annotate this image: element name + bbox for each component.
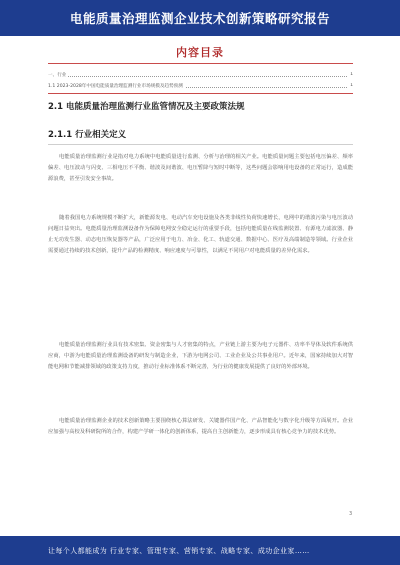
toc-entry-1[interactable] — [48, 72, 353, 80]
toc-divider-bottom — [48, 93, 353, 94]
section-heading: 2.1 电能质量治理监测行业监管情况及主要政策法规 — [48, 102, 245, 112]
report-title: 电能质量治理监测企业技术创新策略研究报告 — [69, 11, 330, 26]
footer-slogan: 让每个人都能成为 行业专家、管理专家、营销专家、战略专家、成功企业家…… — [48, 547, 310, 555]
paragraph-2: 随着我国电力系统规模不断扩大，新能源发电、电动汽车充电设施及各类非线性负荷快速增长，电网中的谐波污染与电压波动问题日益突出。电能质量治理监测设备作为保障电网安全稳定运行的重要手段，包括电能质量在线监测装置、有源电力滤波器、静止无功发生器、动态电压恢复器等产品，广泛应用于电力、冶金、化工、轨道交通、数据中心、医疗及高端制造等领域。行业企业需要通过持续的技术创新，提升产品的检测精度、响应速度与可靠性，以满足不同用户对电能质量的差异化需求。 — [48, 215, 353, 254]
toc-entry-label: 1.1 2023-2028年中国电能质量治理监测行业市场规模及趋势预测 — [48, 84, 183, 89]
toc-entry-2[interactable] — [48, 83, 353, 91]
report-header — [0, 0, 400, 36]
page-number: 3 — [349, 511, 353, 517]
toc-title: 内容目录 — [176, 46, 224, 59]
toc-leader-dots — [48, 76, 353, 77]
subsection-heading: 2.1.1 行业相关定义 — [48, 130, 127, 140]
toc-entry-page: 1 — [350, 72, 353, 77]
subsection-divider — [48, 144, 353, 145]
paragraph-4: 电能质量治理监测企业的技术创新策略主要围绕核心算法研发、关键器件国产化、产品智能化与数字化升级等方面展开。企业应加强与高校及科研院所的合作，构建产学研一体化的创新体系，提高自主创新能力，逐步形成具有核心竞争力的技术优势。 — [48, 418, 353, 435]
paragraph-3: 电能质量治理监测行业具有技术密集、资金密集与人才密集的特点，产业链上游主要为电子元器件、功率半导体及软件系统供应商，中游为电能质量治理监测设备的研发与制造企业，下游为电网公司、工业企业及公共事业用户。近年来，国家持续加大对智能电网和节能减排领域的政策支持力度，推动行业标准体系不断完善，为行业的健康发展提供了良好的外部环境。 — [48, 342, 353, 370]
paragraph-1: 电能质量治理监测行业是指对电力系统中电能质量进行监测、分析与治理的相关产业。电能质量问题主要包括电压偏差、频率偏差、电压波动与闪变、三相电压不平衡、谐波及间谐波、电压暂降与短时中断等，这些问题会影响用电设备的正常运行，造成能源浪费，甚至引发安全事故。 — [48, 154, 353, 182]
toc-divider-top — [48, 63, 353, 64]
report-footer — [0, 536, 400, 565]
toc-entry-page: 1 — [350, 83, 353, 88]
toc-entry-label: 一、行业 — [48, 73, 67, 78]
